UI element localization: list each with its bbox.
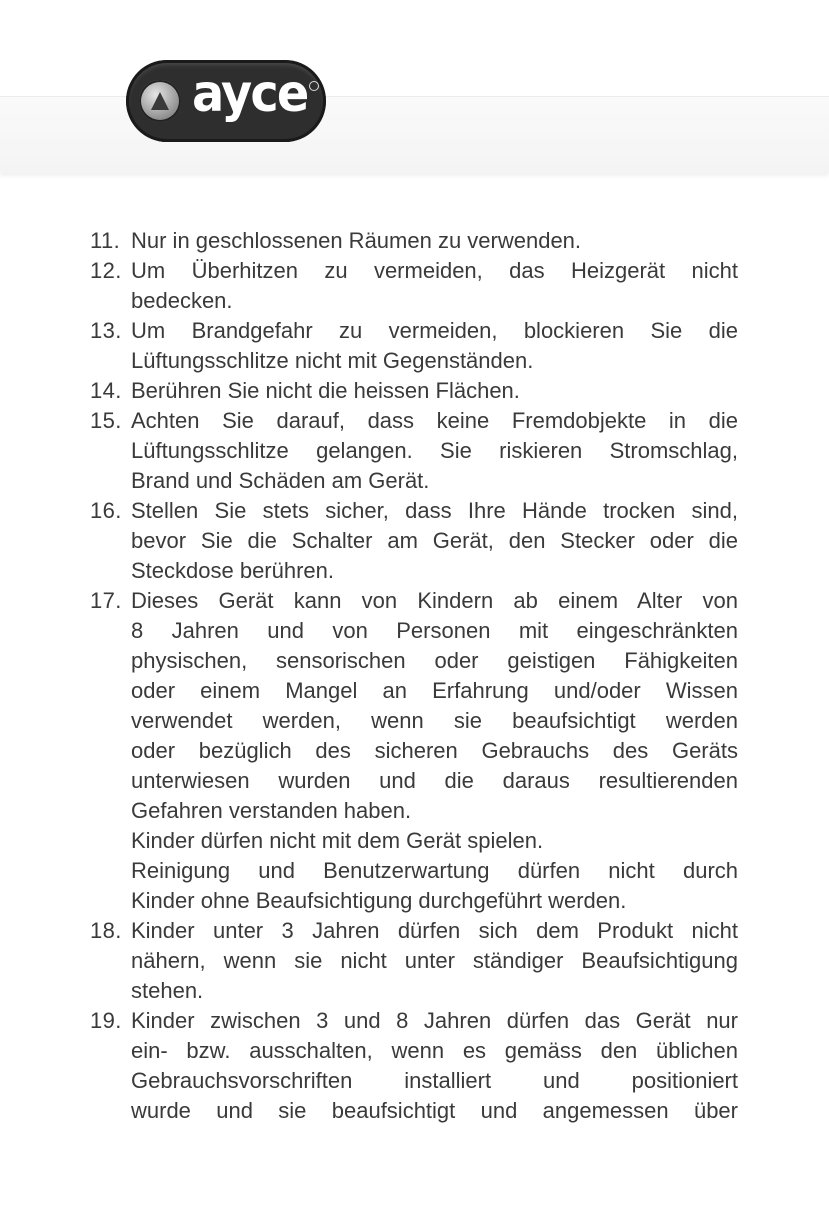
registered-mark-icon [309, 81, 319, 91]
item-text-line: stehen. [131, 978, 204, 1003]
list-item [0, 496, 829, 586]
list-item [0, 406, 829, 496]
item-text-line: Um Brandgefahr zu vermeiden, blockieren Sie die [131, 318, 738, 343]
item-text-line: Kinder zwischen 3 und 8 Jahren dürfen das Gerät nur [131, 1008, 738, 1033]
item-text-line: Steckdose berühren. [131, 558, 335, 583]
item-text-line: oder einem Mangel an Erfahrung und/oder Wissen [131, 678, 738, 703]
brand-logo [126, 60, 326, 142]
item-text-line: Lüftungsschlitze gelangen. Sie riskieren Stromschlag, [131, 438, 738, 463]
safety-instructions-list [0, 226, 829, 1126]
item-text-line: Lüftungsschlitze nicht mit Gegenständen. [131, 348, 534, 373]
item-number: 15. [90, 408, 122, 433]
logo-text: ayce [192, 64, 308, 124]
item-number: 12. [90, 258, 122, 283]
item-text-line: Stellen Sie stets sicher, dass Ihre Hände trocken sind, [131, 498, 738, 523]
item-number: 11. [90, 228, 121, 253]
item-number: 13. [90, 318, 122, 343]
item-number: 19. [90, 1008, 122, 1033]
item-number: 16. [90, 498, 122, 523]
item-number: 18. [90, 918, 122, 943]
item-text-line: wurde und sie beaufsichtigt und angemessen über [131, 1098, 738, 1123]
list-item [0, 1006, 829, 1126]
item-text-line: Kinder dürfen nicht mit dem Gerät spielen. [131, 828, 544, 853]
list-item [0, 256, 829, 316]
item-text-line: bevor Sie die Schalter am Gerät, den Stecker oder die [131, 528, 738, 553]
item-text-line: Nur in geschlossenen Räumen zu verwenden. [131, 228, 582, 253]
item-text-line: Reinigung und Benutzerwartung dürfen nicht durch [131, 858, 738, 883]
list-item [0, 316, 829, 376]
item-text-line: Achten Sie darauf, dass keine Fremdobjekte in die [131, 408, 738, 433]
header-band [0, 96, 829, 173]
item-text-line: Gebrauchsvorschriften installiert und positioniert [131, 1068, 738, 1093]
item-text-line: Berühren Sie nicht die heissen Flächen. [131, 378, 520, 403]
item-text-line: bedecken. [131, 288, 233, 313]
item-text-line: Brand und Schäden am Gerät. [131, 468, 430, 493]
item-text-line: Kinder unter 3 Jahren dürfen sich dem Produkt nicht [131, 918, 738, 943]
item-text-line: physischen, sensorischen oder geistigen Fähigkeiten [131, 648, 738, 673]
item-text-line: Gefahren verstanden haben. [131, 798, 412, 823]
list-item [0, 916, 829, 1006]
item-text-line: ein- bzw. ausschalten, wenn es gemäss den üblichen [131, 1038, 738, 1063]
item-number: 14. [90, 378, 122, 403]
item-text-line: unterwiesen wurden und die daraus resultierenden [131, 768, 738, 793]
item-text-line: Dieses Gerät kann von Kindern ab einem Alter von [131, 588, 738, 613]
item-text-line: verwendet werden, wenn sie beaufsichtigt werden [131, 708, 738, 733]
item-text-line: Um Überhitzen zu vermeiden, das Heizgerät nicht [131, 258, 738, 283]
list-item [0, 586, 829, 916]
item-text-line: 8 Jahren und von Personen mit eingeschränkten [131, 618, 738, 643]
item-text-line: nähern, wenn sie nicht unter ständiger Beaufsichtigung [131, 948, 738, 973]
arrow-up-icon [139, 80, 181, 122]
list-item [0, 376, 829, 406]
item-number: 17. [90, 588, 122, 613]
item-text-line: Kinder ohne Beaufsichtigung durchgeführt werden. [131, 888, 627, 913]
item-text-line: oder bezüglich des sicheren Gebrauchs des Geräts [131, 738, 738, 763]
list-item [0, 226, 829, 256]
